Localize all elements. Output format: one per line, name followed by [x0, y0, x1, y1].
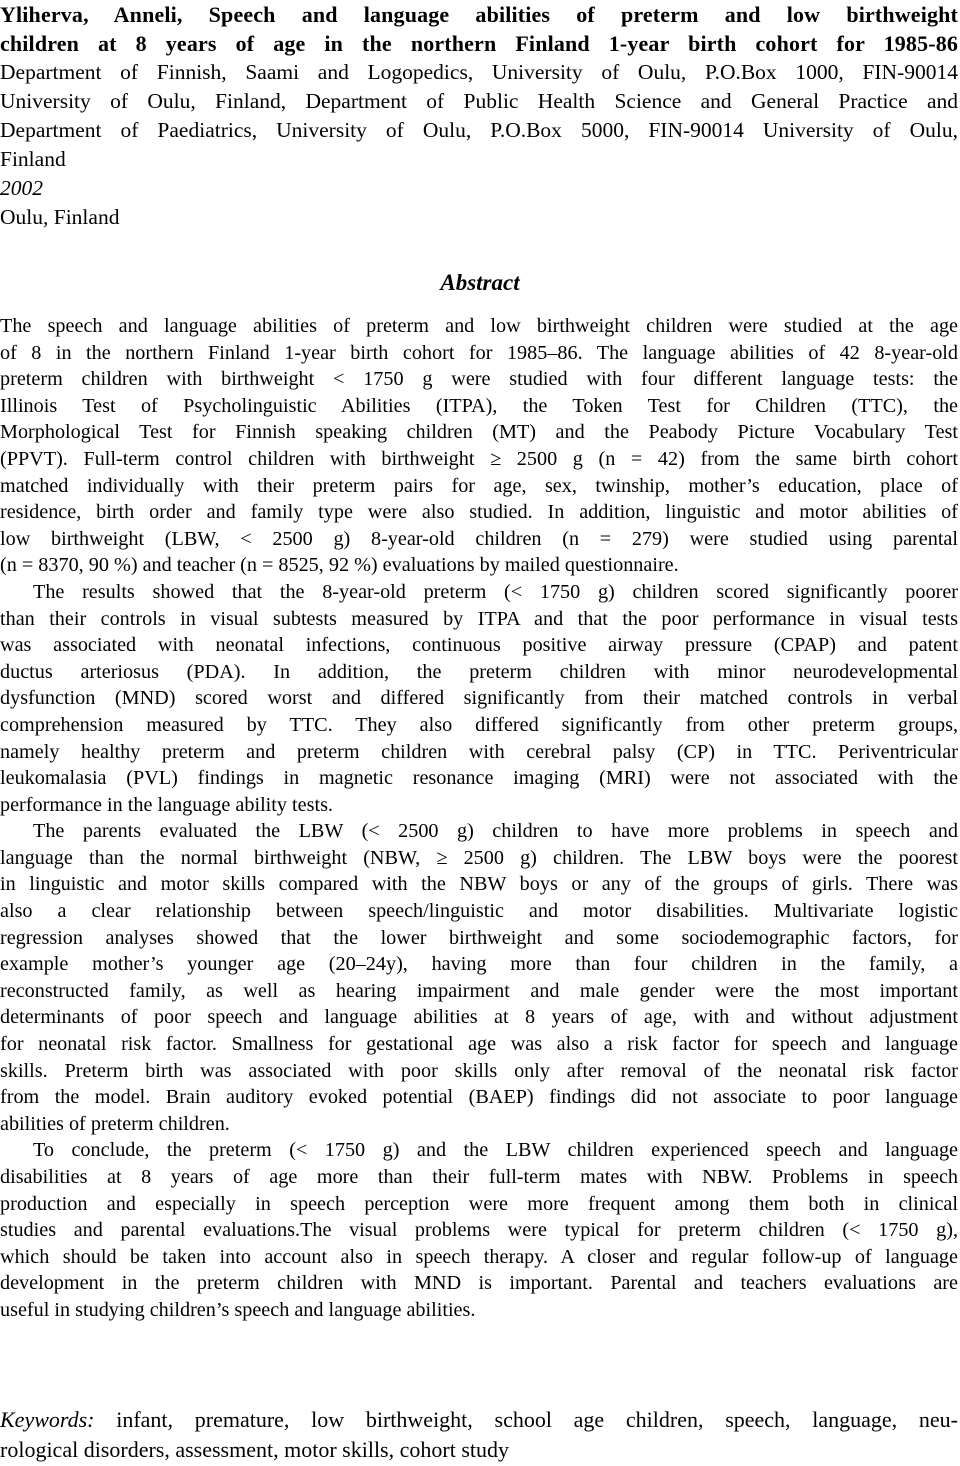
abstract-line: from the model. Brain auditory evoked potential (BAEP) findings did not associate to poor language: [0, 1086, 958, 1109]
affiliation-line: Finland: [0, 147, 66, 171]
abstract-line: low birthweight (LBW, < 2500 g) 8-year-old children (n = 279) were studied using parental: [0, 527, 958, 550]
abstract-body: [0, 313, 958, 1324]
abstract-line: also a clear relationship between speech/linguistic and motor disabilities. Multivariate logistic: [0, 900, 958, 923]
abstract-line: determinants of poor speech and language abilities at 8 years of age, with and without adjustment: [0, 1006, 958, 1029]
abstract-line: reconstructed family, as well as hearing impairment and male gender were the most important: [0, 979, 958, 1002]
affiliation-line: Department of Paediatrics, University of Oulu, P.O.Box 5000, FIN-90014 University of Oulu,: [0, 118, 958, 142]
abstract-line: comprehension measured by TTC. They also differed significantly from other preterm groups,: [0, 713, 958, 736]
title-line: Yliherva, Anneli, Speech and language abilities of preterm and low birthweight: [0, 2, 958, 27]
abstract-line: skills. Preterm birth was associated with poor skills only after removal of the neonatal risk factor: [0, 1059, 958, 1082]
abstract-line: disabilities at 8 years of age more than their full-term mates with NBW. Problems in speech: [0, 1166, 958, 1188]
abstract-line: was associated with neonatal infections, continuous positive airway pressure (CPAP) and patent: [0, 634, 958, 657]
keywords-line: rological disorders, assessment, motor skills, cohort study: [0, 1437, 509, 1462]
keywords-line: [0, 1405, 958, 1435]
abstract-line: dysfunction (MND) scored worst and differed significantly from their matched controls in verbal: [0, 687, 958, 710]
keywords-section: [0, 1405, 958, 1465]
abstract-line: than their controls in visual subtests measured by ITPA and that the poor performance in visual tests: [0, 607, 958, 630]
abstract-line: which should be taken into account also in speech therapy. A closer and regular follow-up of language: [0, 1245, 958, 1268]
abstract-line: matched individually with their preterm pairs for age, sex, twinship, mother’s education, place of: [0, 474, 958, 497]
document-header: [0, 0, 958, 232]
abstract-line: leukomalasia (PVL) findings in magnetic resonance imaging (MRI) were not associated with the: [0, 767, 958, 790]
abstract-line: (PPVT). Full-term control children with birthweight ≥ 2500 g (n = 42) from the same birth cohort: [0, 447, 958, 470]
abstract-line: performance in the language ability tests.: [0, 793, 333, 816]
title-line: children at 8 years of age in the northern Finland 1-year birth cohort for 1985-86: [0, 31, 958, 56]
keywords-label: Keywords:: [0, 1407, 95, 1432]
abstract-line: for neonatal risk factor. Smallness for gestational age was also a risk factor for speech and language: [0, 1033, 958, 1056]
abstract-line: namely healthy preterm and preterm children with cerebral palsy (CP) in TTC. Periventricular: [0, 740, 958, 763]
abstract-line: preterm children with birthweight < 1750 g were studied with four different language tests: the: [0, 368, 958, 391]
keywords-text: infant, premature, low birthweight, school age children, speech, language, neu-: [94, 1407, 958, 1432]
abstract-line: The results showed that the 8-year-old preterm (< 1750 g) children scored significantly poorer: [33, 580, 958, 603]
abstract-line: The speech and language abilities of preterm and low birthweight children were studied at the age: [0, 315, 958, 337]
abstract-line: production and especially in speech perception were more frequent among them both in clinical: [0, 1192, 958, 1215]
publication-year: 2002: [0, 176, 43, 200]
abstract-line: Morphological Test for Finnish speaking children (MT) and the Peabody Picture Vocabulary Test: [0, 421, 958, 444]
abstract-line: Illinois Test of Psycholinguistic Abilities (ITPA), the Token Test for Children (TTC), the: [0, 394, 958, 417]
abstract-line: The parents evaluated the LBW (< 2500 g) children to have more problems in speech and: [33, 820, 958, 843]
abstract-line: (n = 8370, 90 %) and teacher (n = 8525, 92 %) evaluations by mailed questionnaire.: [0, 554, 679, 577]
abstract-line: abilities of preterm children.: [0, 1112, 230, 1135]
abstract-line: language than the normal birthweight (NBW, ≥ 2500 g) children. The LBW boys were the poorest: [0, 846, 958, 869]
abstract-line: development in the preterm children with MND is important. Parental and teachers evaluations are: [0, 1272, 958, 1295]
abstract-line: studies and parental evaluations.The visual problems were typical for preterm children (< 1750 g),: [0, 1219, 958, 1242]
abstract-line: regression analyses showed that the lower birthweight and some sociodemographic factors, for: [0, 926, 958, 949]
publication-place: Oulu, Finland: [0, 205, 120, 229]
abstract-heading: Abstract: [440, 270, 520, 295]
abstract-line: residence, birth order and family type were also studied. In addition, linguistic and motor abilities of: [0, 501, 958, 524]
abstract-line: useful in studying children’s speech and language abilities.: [0, 1298, 476, 1321]
abstract-line: in linguistic and motor skills compared with the NBW boys or any of the groups of girls. There was: [0, 873, 958, 896]
abstract-line: of 8 in the northern Finland 1-year birth cohort for 1985–86. The language abilities of 42 8-year-old: [0, 341, 958, 364]
affiliation-line: University of Oulu, Finland, Department of Public Health Science and General Practice and: [0, 89, 958, 113]
abstract-line: ductus arteriosus (PDA). In addition, the preterm children with minor neurodevelopmental: [0, 660, 958, 683]
abstract-line: example mother’s younger age (20–24y), having more than four children in the family, a: [0, 953, 958, 976]
affiliation-line: Department of Finnish, Saami and Logopedics, University of Oulu, P.O.Box 1000, FIN-90014: [0, 60, 958, 84]
abstract-line: To conclude, the preterm (< 1750 g) and the LBW children experienced speech and language: [33, 1139, 958, 1162]
